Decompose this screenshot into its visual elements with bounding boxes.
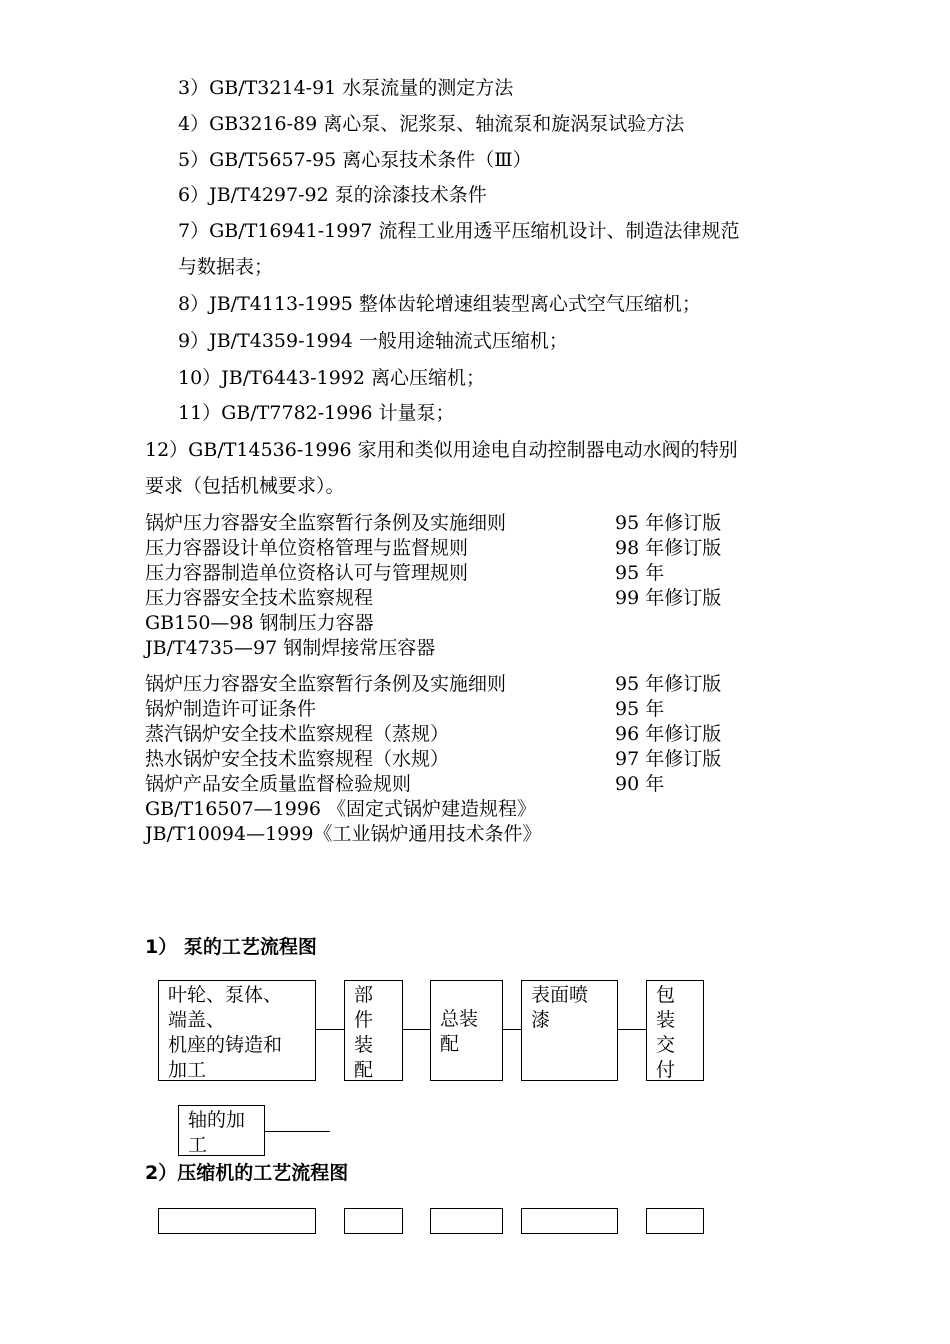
regulation-row bbox=[145, 772, 665, 796]
flow-connector bbox=[503, 1029, 521, 1030]
standard-item: 11）GB/T7782-1996 计量泵； bbox=[178, 402, 455, 424]
standard-item: 9）JB/T4359-1994 一般用途轴流式压缩机； bbox=[178, 330, 568, 352]
flow-box bbox=[344, 1208, 403, 1234]
regulation-row bbox=[145, 561, 665, 585]
regulation-name: 锅炉产品安全质量监督检验规则 bbox=[145, 773, 412, 795]
regulation-name: 热水锅炉安全技术监察规程（水规） bbox=[145, 748, 450, 770]
standard-item: 12）GB/T14536-1996 家用和类似用途电自动控制器电动水阀的特别 bbox=[145, 439, 738, 461]
regulation-row bbox=[145, 586, 722, 610]
flow-connector bbox=[265, 1131, 330, 1132]
regulation-row bbox=[145, 797, 536, 821]
flow-box-final-assembly: 总装 配 bbox=[430, 980, 503, 1081]
regulation-name: GB/T16507—1996 《固定式锅炉建造规程》 bbox=[145, 798, 537, 820]
standard-item: 6）JB/T4297-92 泵的涂漆技术条件 bbox=[178, 184, 487, 206]
flow-box-surface-painting: 表面喷 漆 bbox=[521, 980, 618, 1081]
standard-item-continued: 与数据表； bbox=[178, 256, 274, 278]
standard-item: 5）GB/T5657-95 离心泵技术条件（Ⅲ） bbox=[178, 149, 532, 171]
flow-box bbox=[158, 1208, 316, 1234]
flow-connector bbox=[403, 1029, 430, 1030]
standard-item: 10）JB/T6443-1992 离心压缩机； bbox=[178, 367, 485, 389]
regulation-name: 压力容器制造单位资格认可与管理规则 bbox=[145, 562, 469, 584]
regulation-row bbox=[145, 722, 722, 746]
regulation-name: 锅炉制造许可证条件 bbox=[145, 698, 317, 720]
flow-connector bbox=[618, 1029, 646, 1030]
regulation-row bbox=[145, 747, 722, 771]
standard-item-continued: 要求（包括机械要求）。 bbox=[145, 475, 345, 497]
regulation-year: 98 年修订版 bbox=[615, 537, 722, 559]
regulation-name: 蒸汽锅炉安全技术监察规程（蒸规） bbox=[145, 723, 450, 745]
regulation-name: JB/T10094—1999《工业锅炉通用技术条件》 bbox=[145, 823, 542, 845]
regulation-row bbox=[145, 672, 722, 696]
standard-item: 7）GB/T16941-1997 流程工业用透平压缩机设计、制造法律规范 bbox=[178, 220, 740, 242]
regulation-row bbox=[145, 511, 722, 535]
regulation-name: JB/T4735—97 钢制焊接常压容器 bbox=[145, 637, 436, 659]
regulation-name: 锅炉压力容器安全监察暂行条例及实施细则 bbox=[145, 512, 507, 534]
flow-box bbox=[646, 1208, 704, 1234]
flow-box-casting: 叶轮、泵体、 端盖、 机座的铸造和 加工 bbox=[158, 980, 316, 1081]
pump-flow-heading: 1） 泵的工艺流程图 bbox=[145, 936, 317, 958]
standard-item: 3）GB/T3214-91 水泵流量的测定方法 bbox=[178, 77, 514, 99]
regulation-year: 95 年修订版 bbox=[615, 512, 722, 534]
flow-box-packing-delivery: 包 装 交 付 bbox=[646, 980, 704, 1081]
regulation-year: 95 年 bbox=[615, 698, 665, 720]
regulation-row bbox=[145, 611, 374, 635]
flow-box-shaft-machining: 轴的加 工 bbox=[178, 1105, 265, 1156]
regulation-name: 压力容器安全技术监察规程 bbox=[145, 587, 374, 609]
regulation-name: 锅炉压力容器安全监察暂行条例及实施细则 bbox=[145, 673, 507, 695]
regulation-row bbox=[145, 636, 435, 660]
regulation-year: 96 年修订版 bbox=[615, 723, 722, 745]
flow-box bbox=[430, 1208, 503, 1234]
standard-item: 4）GB3216-89 离心泵、泥浆泵、轴流泵和旋涡泵试验方法 bbox=[178, 113, 685, 135]
regulation-name: 压力容器设计单位资格管理与监督规则 bbox=[145, 537, 469, 559]
regulation-year: 95 年修订版 bbox=[615, 673, 722, 695]
regulation-year: 97 年修订版 bbox=[615, 748, 722, 770]
regulation-row bbox=[145, 536, 722, 560]
compressor-flow-heading: 2）压缩机的工艺流程图 bbox=[145, 1162, 349, 1184]
flow-box bbox=[521, 1208, 618, 1234]
regulation-name: GB150—98 钢制压力容器 bbox=[145, 612, 374, 634]
regulation-year: 95 年 bbox=[615, 562, 665, 584]
flow-connector bbox=[316, 1029, 344, 1030]
standard-item: 8）JB/T4113-1995 整体齿轮增速组装型离心式空气压缩机； bbox=[178, 293, 701, 315]
regulation-row bbox=[145, 822, 541, 846]
regulation-year: 90 年 bbox=[615, 773, 665, 795]
flow-box-component-assembly: 部 件 装 配 bbox=[344, 980, 403, 1081]
regulation-row bbox=[145, 697, 665, 721]
regulation-year: 99 年修订版 bbox=[615, 587, 722, 609]
